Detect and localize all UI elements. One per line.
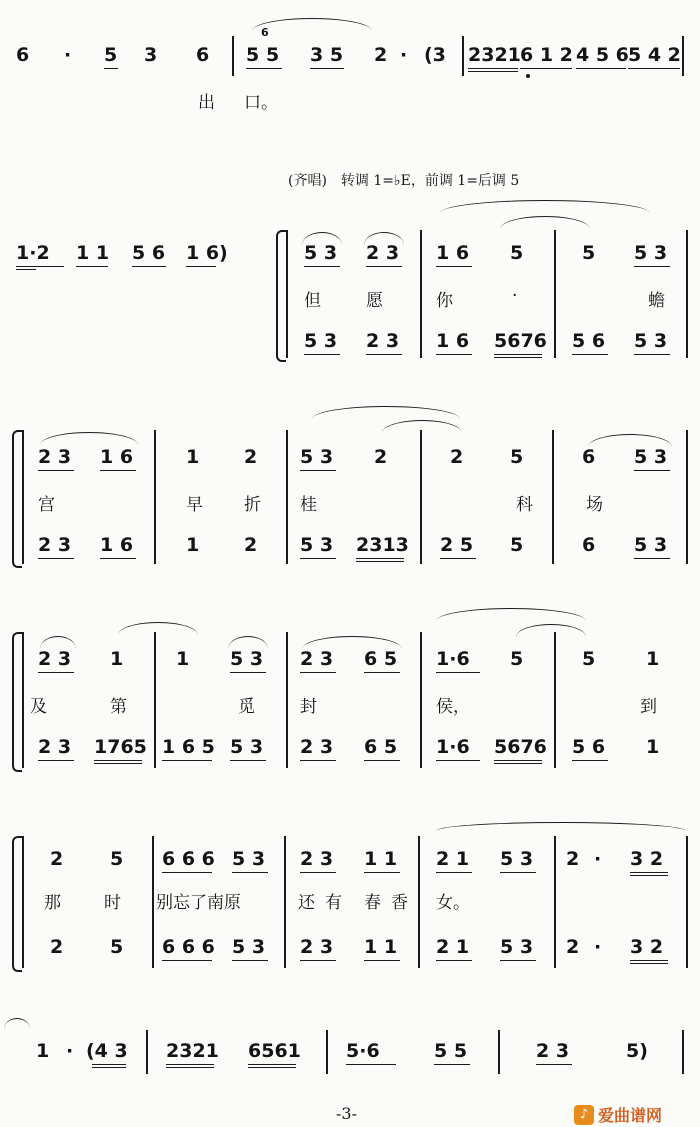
note: 5 4 2 <box>628 44 681 66</box>
note: 1·6 <box>436 736 470 758</box>
note: 2 <box>50 848 64 870</box>
barline <box>554 230 556 358</box>
barline <box>420 430 422 564</box>
note: 1 1 <box>364 936 398 958</box>
barline <box>554 632 556 768</box>
lyric: 时 <box>104 893 121 913</box>
note: 5 3 <box>634 330 668 352</box>
note: 5 <box>510 446 524 468</box>
underline <box>634 266 670 267</box>
note: 2 3 <box>300 648 334 670</box>
note: 1 1 <box>76 242 110 264</box>
note: 6 5 <box>364 736 398 758</box>
system-brace <box>276 230 286 362</box>
note: 5 <box>110 936 124 958</box>
system-brace <box>12 430 22 568</box>
grace-note: 6 <box>261 26 269 39</box>
note: (4 3 <box>86 1040 128 1062</box>
underline <box>634 470 670 471</box>
lyric: 但 <box>304 291 321 311</box>
system-brace <box>12 836 22 972</box>
note: (3 <box>424 44 446 66</box>
lyric: 别忘了南原 <box>156 893 241 913</box>
underline <box>100 558 136 559</box>
note: 1 <box>186 534 200 556</box>
note: 2313 <box>356 534 409 556</box>
underline <box>94 763 142 764</box>
underline <box>162 872 212 873</box>
underline <box>630 875 668 876</box>
site-watermark <box>574 1103 662 1126</box>
slur <box>500 216 590 229</box>
slur <box>252 18 372 31</box>
note: 6 5 <box>364 648 398 670</box>
barline <box>286 430 288 564</box>
note: 1·6 <box>436 648 470 670</box>
underline <box>434 1064 470 1065</box>
lyric: 桂 <box>300 495 317 515</box>
lyric: 蟾 <box>648 291 665 311</box>
lyric: 及 <box>30 697 47 717</box>
note: 6 6 6 <box>162 848 215 870</box>
underline <box>468 71 518 72</box>
underline <box>76 266 108 267</box>
note: 5 6 <box>572 330 606 352</box>
note: 5 5 <box>434 1040 468 1062</box>
underline <box>230 760 266 761</box>
note: 5 3 <box>634 446 668 468</box>
note: 2 3 <box>38 446 72 468</box>
underline <box>356 561 404 562</box>
underline <box>494 357 542 358</box>
slur <box>382 420 462 433</box>
underline <box>104 68 118 69</box>
note: 5 3 <box>304 242 338 264</box>
underline <box>38 470 74 471</box>
note: 1 6 <box>436 330 470 352</box>
barline <box>146 1030 148 1074</box>
note: 2321 <box>468 44 521 66</box>
slur <box>312 406 460 419</box>
note: 1·2 <box>16 242 50 264</box>
note: 2 1 <box>436 936 470 958</box>
underline <box>572 354 608 355</box>
site-name: 爱曲谱网 <box>598 1106 663 1125</box>
barline <box>682 36 684 76</box>
underline <box>300 960 336 961</box>
underline <box>162 760 212 761</box>
music-note-icon: ♪ <box>574 1105 594 1125</box>
note: 1 6) <box>186 242 228 264</box>
note: 3 5 <box>310 44 344 66</box>
note: 2 <box>450 446 464 468</box>
underline <box>520 68 572 69</box>
lyric: 科 <box>516 495 533 515</box>
lyric: 你 <box>436 291 453 311</box>
underline <box>232 872 268 873</box>
lyric: 口。 <box>244 93 278 113</box>
underline <box>364 872 400 873</box>
underline <box>364 960 400 961</box>
slur <box>364 232 404 245</box>
lyric: · <box>512 286 518 306</box>
barline <box>682 1030 684 1074</box>
note: 1 <box>36 1040 50 1062</box>
underline <box>630 963 668 964</box>
slur <box>302 232 342 245</box>
note: 6 <box>582 534 596 556</box>
barline <box>686 430 688 564</box>
barline <box>154 632 156 768</box>
note: 6 <box>582 446 596 468</box>
lyric: 第 <box>110 697 127 717</box>
underline <box>166 1067 214 1068</box>
note: 6 6 6 <box>162 936 215 958</box>
lyric: 愿 <box>366 291 383 311</box>
underline <box>248 1067 296 1068</box>
note: · <box>64 44 72 66</box>
underline <box>634 354 670 355</box>
underline <box>630 872 668 873</box>
underline <box>38 760 74 761</box>
note: 5 <box>510 534 524 556</box>
note: 2 3 <box>300 736 334 758</box>
underline <box>628 68 680 69</box>
lyric: 那 <box>44 893 61 913</box>
note: 5 <box>582 648 596 670</box>
note: 2 3 <box>38 736 72 758</box>
underline <box>300 470 336 471</box>
underline <box>16 266 64 267</box>
lyric: 到 <box>640 697 657 717</box>
note: 2 3 <box>38 648 72 670</box>
underline <box>232 960 268 961</box>
underline <box>436 672 480 673</box>
barline <box>286 230 288 358</box>
underline <box>436 760 480 761</box>
lyric: 场 <box>586 495 603 515</box>
note: 2 <box>374 446 388 468</box>
note: 5 6 <box>572 736 606 758</box>
note: 5 3 <box>230 736 264 758</box>
lyric: 出 <box>198 93 215 113</box>
slur <box>436 822 686 831</box>
low-octave-dot <box>526 74 530 78</box>
note: 1 6 <box>100 446 134 468</box>
note: 2 <box>244 446 258 468</box>
note: 2 <box>50 936 64 958</box>
barline <box>554 836 556 968</box>
lyric: 还有 <box>298 893 352 913</box>
barline <box>22 836 24 968</box>
slur <box>440 200 650 213</box>
lyric: 春香 <box>364 893 418 913</box>
underline <box>436 872 472 873</box>
barline <box>152 836 154 968</box>
underline <box>246 68 282 69</box>
note: 5 <box>110 848 124 870</box>
fermata <box>4 1018 30 1029</box>
barline <box>326 1030 328 1074</box>
underline <box>300 558 336 559</box>
note: 1 <box>646 736 660 758</box>
barline <box>552 430 554 564</box>
underline <box>494 763 542 764</box>
system-brace <box>12 632 22 772</box>
barline <box>418 836 420 968</box>
underline <box>100 470 136 471</box>
underline <box>304 354 340 355</box>
note: 6 <box>196 44 210 66</box>
note: 3 2 <box>630 848 664 870</box>
note: 6 <box>16 44 30 66</box>
barline <box>284 836 286 968</box>
note: 5 3 <box>500 936 534 958</box>
note: 1 6 <box>100 534 134 556</box>
underline <box>494 354 542 355</box>
note: 1 <box>176 648 190 670</box>
barline <box>686 836 688 968</box>
lyric: 折 <box>244 495 261 515</box>
note: 2321 <box>166 1040 219 1062</box>
underline <box>300 672 336 673</box>
barline <box>286 632 288 768</box>
note: 5) <box>626 1040 648 1062</box>
note: 2 <box>244 534 258 556</box>
note: 5 3 <box>230 648 264 670</box>
note: · <box>400 44 408 66</box>
note: 2 3 <box>366 242 400 264</box>
underline <box>630 960 668 961</box>
barline <box>686 230 688 358</box>
underline <box>366 354 402 355</box>
note: 5 3 <box>300 446 334 468</box>
underline <box>166 1064 214 1065</box>
underline <box>536 1064 572 1065</box>
underline <box>364 672 400 673</box>
slur <box>516 624 586 637</box>
note: 2 3 <box>38 534 72 556</box>
note: · <box>66 1040 74 1062</box>
note: · <box>594 848 602 870</box>
note: 5676 <box>494 330 547 352</box>
lyric: 侯， <box>436 697 470 717</box>
note: 5 6 <box>132 242 166 264</box>
slur <box>40 432 138 445</box>
note: 1 1 <box>364 848 398 870</box>
underline <box>38 672 74 673</box>
underline <box>300 760 336 761</box>
note: 5 <box>510 648 524 670</box>
lyric: 觅 <box>238 697 255 717</box>
performance-note: (齐唱) 转调 1=♭E，前调 1=后调 5 <box>288 173 520 189</box>
underline <box>16 269 36 270</box>
note: 4 5 6 <box>576 44 629 66</box>
underline <box>248 1064 296 1065</box>
slur <box>228 636 268 649</box>
underline <box>576 68 626 69</box>
note: 5 3 <box>300 534 334 556</box>
note: 2 <box>566 848 580 870</box>
note: 5676 <box>494 736 547 758</box>
underline <box>436 354 472 355</box>
note: 5 3 <box>232 936 266 958</box>
slur <box>118 622 198 635</box>
note: 2 3 <box>300 848 334 870</box>
note: 2 5 <box>440 534 474 556</box>
note: 1 <box>186 446 200 468</box>
note: 5·6 <box>346 1040 380 1062</box>
underline <box>500 872 536 873</box>
note: 1 6 5 <box>162 736 215 758</box>
underline <box>310 68 344 69</box>
barline <box>498 1030 500 1074</box>
underline <box>572 760 608 761</box>
page-number: -3- <box>336 1104 357 1123</box>
underline <box>162 960 212 961</box>
note: 6 1 2 <box>520 44 573 66</box>
underline <box>38 558 74 559</box>
note: 5 <box>582 242 596 264</box>
note: 5 3 <box>634 534 668 556</box>
note: 2 <box>374 44 388 66</box>
barline <box>420 230 422 358</box>
lyric: 封 <box>300 697 317 717</box>
note: 1 <box>646 648 660 670</box>
barline <box>154 430 156 564</box>
underline <box>634 558 670 559</box>
underline <box>304 266 340 267</box>
lyric: 早 <box>186 495 203 515</box>
underline <box>494 760 542 761</box>
note: 2 3 <box>366 330 400 352</box>
note: 5 3 <box>634 242 668 264</box>
underline <box>500 960 536 961</box>
underline <box>436 266 472 267</box>
note: 5 3 <box>304 330 338 352</box>
note: 5 3 <box>232 848 266 870</box>
underline <box>92 1067 126 1068</box>
note: 5 <box>104 44 118 66</box>
barline <box>420 632 422 768</box>
barline <box>22 430 24 564</box>
note: 5 <box>266 44 280 66</box>
underline <box>300 872 336 873</box>
note: 3 <box>144 44 158 66</box>
underline <box>440 558 476 559</box>
note: 3 2 <box>630 936 664 958</box>
underline <box>364 760 400 761</box>
barline <box>232 36 234 76</box>
underline <box>356 558 404 559</box>
note: 2 <box>566 936 580 958</box>
underline <box>346 1064 396 1065</box>
note: 2 3 <box>300 936 334 958</box>
slur <box>588 434 672 447</box>
barline <box>22 632 24 768</box>
underline <box>366 266 402 267</box>
underline <box>92 1064 126 1065</box>
underline <box>468 68 518 69</box>
note: 5 3 <box>500 848 534 870</box>
underline <box>132 266 166 267</box>
note: 1765 <box>94 736 147 758</box>
note: 2 3 <box>536 1040 570 1062</box>
note: 1 6 <box>436 242 470 264</box>
note: · <box>594 936 602 958</box>
note: 5 <box>246 44 260 66</box>
slur <box>302 636 402 649</box>
underline <box>436 960 472 961</box>
note: 2 1 <box>436 848 470 870</box>
note: 5 <box>510 242 524 264</box>
underline <box>230 672 266 673</box>
slur <box>40 636 76 649</box>
underline <box>94 760 142 761</box>
barline <box>462 36 464 76</box>
note: 1 <box>110 648 124 670</box>
lyric: 女。 <box>436 893 470 913</box>
lyric: 宫 <box>38 495 55 515</box>
slur <box>436 608 586 621</box>
underline <box>186 266 216 267</box>
note: 6561 <box>248 1040 301 1062</box>
